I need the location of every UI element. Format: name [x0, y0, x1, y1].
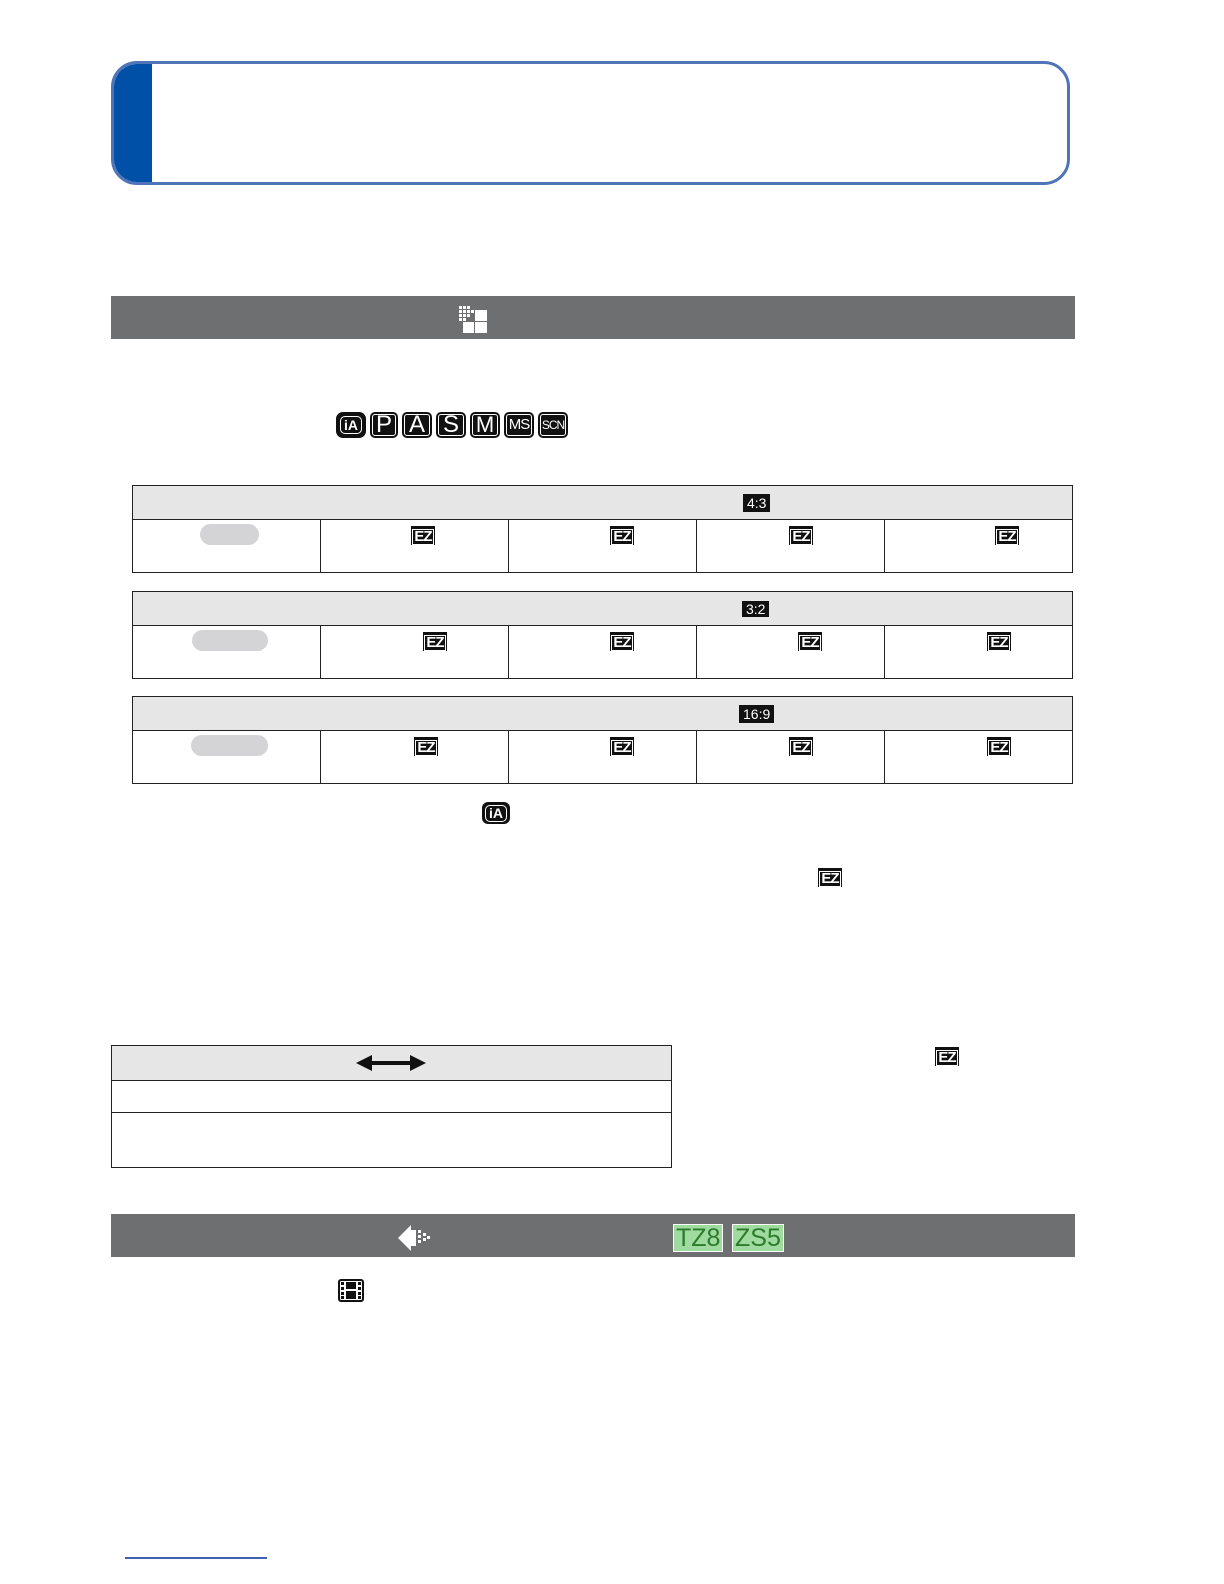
table-cell	[508, 731, 696, 783]
table-cell	[884, 520, 1072, 572]
ez-icon: EZ	[818, 868, 842, 887]
table-row	[112, 1081, 672, 1113]
double-arrow-icon	[356, 1055, 426, 1071]
recording-modes-row	[336, 412, 568, 440]
ez-icon: EZ	[610, 632, 634, 651]
ez-icon: EZ	[935, 1047, 959, 1066]
table-header	[133, 486, 1072, 520]
aspect-ratio-badge: 16:9	[739, 705, 774, 723]
movie-mode-icon: MS	[504, 412, 534, 438]
table-row	[112, 1113, 672, 1167]
table-header	[133, 592, 1072, 626]
ez-icon: EZ	[789, 737, 813, 756]
ez-icon: EZ	[411, 526, 435, 545]
table-cell	[884, 626, 1072, 678]
table-row	[133, 626, 1072, 678]
model-tag-tz8: TZ8	[673, 1224, 723, 1252]
intelligent-auto-icon: iA	[482, 802, 510, 824]
section-header-picture-size	[111, 296, 1075, 339]
table-cell	[133, 626, 320, 678]
table-cell	[696, 731, 884, 783]
ez-icon: EZ	[610, 737, 634, 756]
picture-size-table-3-2	[132, 591, 1073, 679]
table-cell	[133, 731, 320, 783]
table-cell	[696, 520, 884, 572]
table-cell	[320, 520, 508, 572]
table-cell	[133, 520, 320, 572]
zoom-range-table	[111, 1045, 672, 1168]
ez-icon: EZ	[798, 632, 822, 651]
table-cell	[320, 731, 508, 783]
aspect-ratio-badge: 4:3	[743, 494, 770, 512]
table-cell	[320, 626, 508, 678]
ez-icon: EZ	[987, 737, 1011, 756]
ez-icon: EZ	[789, 526, 813, 545]
table-cell	[884, 731, 1072, 783]
aspect-ratio-badge: 3:2	[742, 601, 769, 617]
ez-icon: EZ	[610, 526, 634, 545]
table-row	[133, 731, 1072, 783]
table-cell	[508, 520, 696, 572]
ez-icon: EZ	[423, 632, 447, 651]
table-header	[133, 697, 1072, 731]
grid-resolution-icon	[459, 306, 489, 334]
scene-mode-icon: SCN	[538, 412, 568, 438]
title-accent-bar	[114, 64, 152, 182]
program-mode-icon: P	[370, 412, 398, 438]
model-tag-zs5: ZS5	[732, 1224, 784, 1252]
table-header	[112, 1046, 672, 1081]
table-row	[133, 520, 1072, 572]
aperture-priority-icon: A	[402, 412, 432, 438]
ez-icon: EZ	[987, 632, 1011, 651]
ez-icon: EZ	[995, 526, 1019, 545]
picture-size-table-16-9	[132, 696, 1073, 784]
shutter-priority-icon: S	[436, 412, 466, 438]
page-title-box	[111, 61, 1070, 185]
size-pill	[192, 630, 268, 651]
page-link-underline[interactable]	[125, 1557, 267, 1559]
quality-icon	[398, 1223, 430, 1251]
table-cell	[696, 626, 884, 678]
size-pill	[200, 524, 259, 545]
section-header-quality	[111, 1214, 1075, 1257]
intelligent-auto-icon: iA	[336, 412, 366, 438]
ez-icon: EZ	[414, 737, 438, 756]
manual-mode-icon: M	[470, 412, 500, 438]
motion-picture-icon	[338, 1279, 364, 1302]
picture-size-table-4-3	[132, 485, 1073, 573]
size-pill	[191, 735, 268, 756]
table-cell	[508, 626, 696, 678]
